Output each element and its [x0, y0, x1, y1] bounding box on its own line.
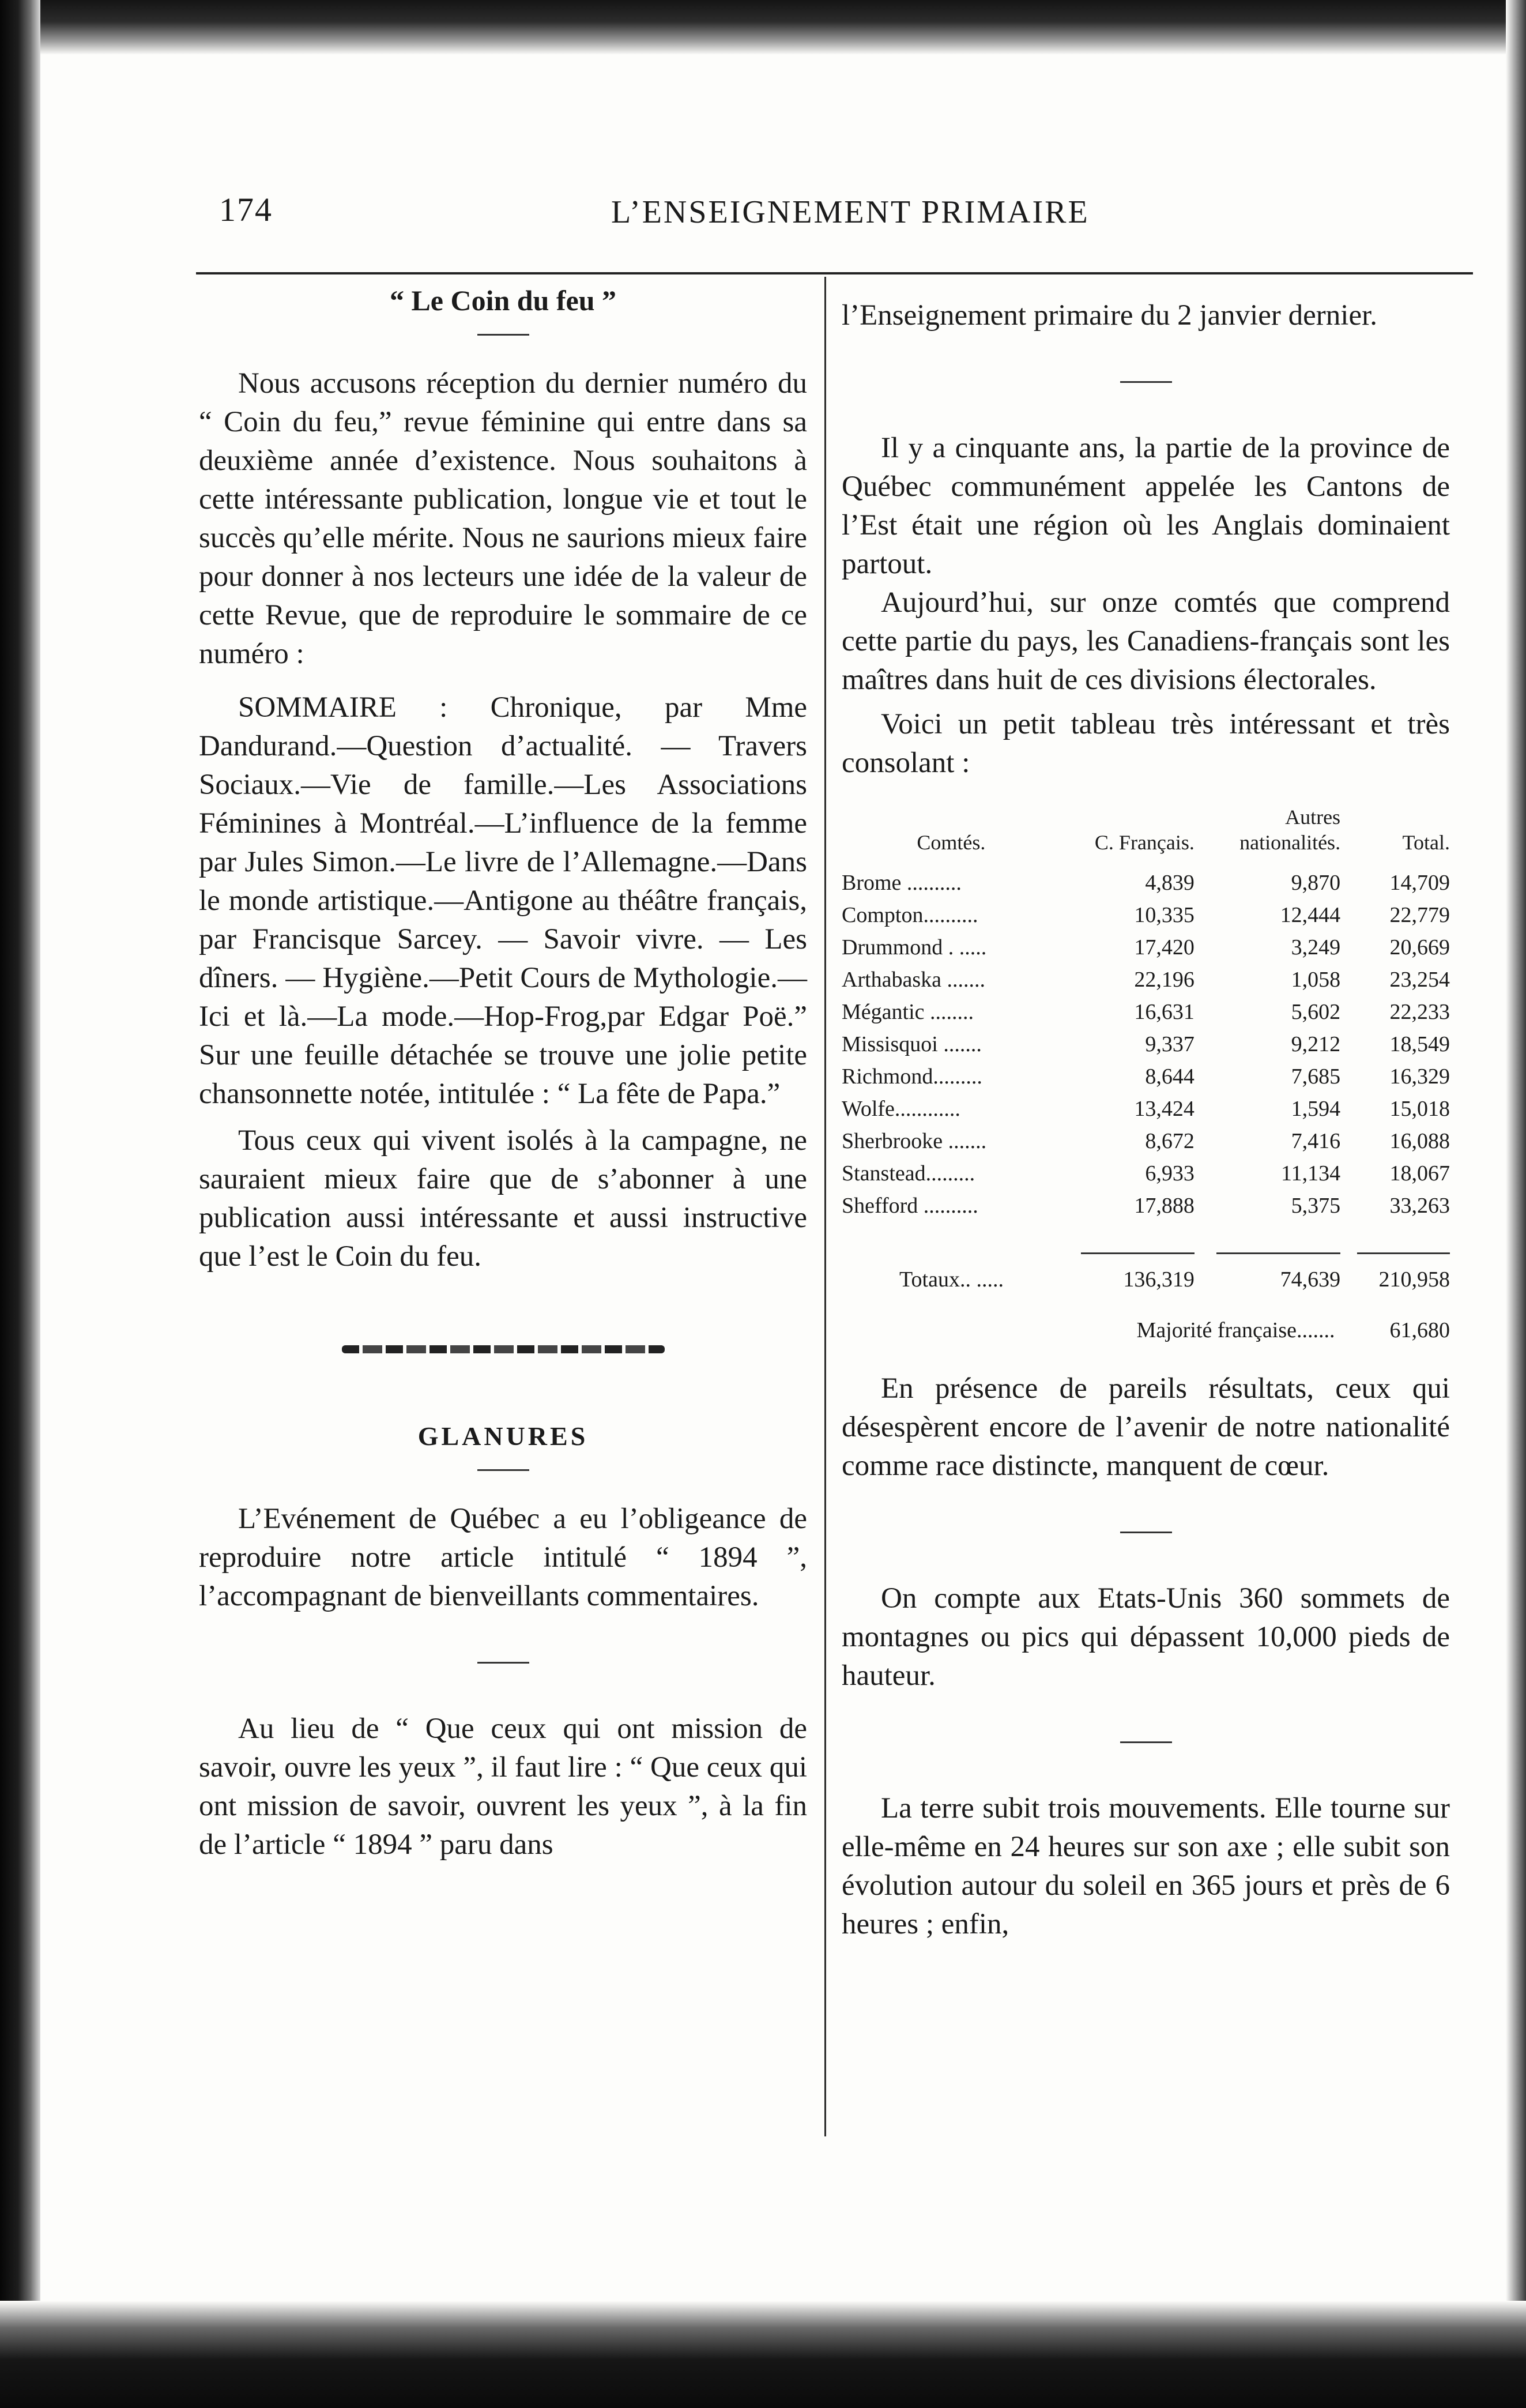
separator-dash	[1120, 381, 1172, 383]
table-row: Brome .......... 4,839 9,870 14,709	[842, 871, 1450, 895]
table-row: Sherbrooke ....... 8,672 7,416 16,088	[842, 1129, 1450, 1153]
terre-paragraph: La terre subit trois mouvements. Elle tourne sur elle-même en 24 heures sur son axe ; elle subit son évolution autour du soleil en 365 jours et près de 6 heures ; enfin,	[842, 1792, 1450, 1940]
majority-label: Majorité française.......	[1136, 1318, 1335, 1342]
majority-line	[842, 1314, 1450, 1346]
glanures-paragraph-2: Au lieu de “ Que ceux qui ont mission de savoir, ouvre les yeux ”, il faut lire : “ Que ceux qui ont mission de savoir, ouvrent les yeux ”, à la fin de l’article “ 1894 ” paru dans	[199, 1713, 807, 1861]
coin-du-feu-title: “ Le Coin du feu ”	[389, 284, 617, 317]
table-header-total: Total.	[1402, 831, 1450, 854]
page-number: 174	[219, 191, 273, 228]
separator-dash	[1120, 1741, 1172, 1743]
table-row: Richmond......... 8,644 7,685 16,329	[842, 1064, 1450, 1089]
etats-unis-paragraph: On compte aux Etats-Unis 360 sommets de montagnes ou pics qui dépassent 10,000 pieds de hauteur.	[842, 1582, 1450, 1692]
separator-dash	[477, 1662, 529, 1664]
sum-rule	[1081, 1252, 1195, 1254]
table-row: Missisquoi ....... 9,337 9,212 18,549	[842, 1032, 1450, 1056]
coin-paragraph-3: Tous ceux qui vivent isolés à la campagne, ne sauraient mieux faire que de s’abonner à une publication aussi intéressante et aussi instructive que l’est le Coin du feu.	[199, 1124, 807, 1273]
scan-edge-top	[0, 0, 1526, 55]
table-sum-rule	[842, 1222, 1450, 1263]
ornamental-divider	[342, 1345, 665, 1353]
canadiens-paragraph: Aujourd’hui, sur onze comtés que comprend cette partie du pays, les Canadiens-français sont les maîtres dans huit de ces divisions électorales.	[842, 586, 1450, 696]
separator-dash	[477, 1469, 529, 1471]
table-row: Drummond . ..... 17,420 3,249 20,669	[842, 935, 1450, 960]
scan-edge-right	[1506, 0, 1526, 2408]
table-header-row	[842, 804, 1450, 855]
left-column	[199, 277, 807, 1864]
glanures-paragraph-1: L’Evénement de Québec a eu l’obligeance de reproduire notre article intitulé “ 1894 ”, l’accompagnant de bienveillants commentaires.	[199, 1503, 807, 1612]
presence-paragraph: En présence de pareils résultats, ceux qui désespèrent encore de l’avenir de notre nationalité comme race distincte, manquent de cœur.	[842, 1372, 1450, 1482]
running-title: L’ENSEIGNEMENT PRIMAIRE	[611, 194, 1090, 230]
table-row: Compton.......... 10,335 12,444 22,779	[842, 903, 1450, 927]
table-header-autres: Autres nationalités.	[1239, 806, 1341, 854]
scan-edge-left	[0, 0, 40, 2408]
population-table	[842, 804, 1450, 1296]
cantons-paragraph: Il y a cinquante ans, la partie de la province de Québec communément appelée les Cantons de l’Est était une région où les Anglais dominaient partout.	[842, 432, 1450, 580]
table-row: Wolfe............ 13,424 1,594 15,018	[842, 1097, 1450, 1121]
separator-dash	[477, 334, 529, 336]
scan-edge-bottom	[0, 2301, 1526, 2408]
table-row: Stanstead......... 6,933 11,134 18,067	[842, 1161, 1450, 1186]
table-row: Mégantic ........ 16,631 5,602 22,233	[842, 1000, 1450, 1024]
majority-value: 61,680	[1389, 1318, 1450, 1342]
table-header-comtes: Comtés.	[917, 831, 986, 854]
coin-paragraph-1: Nous accusons réception du dernier numéro du “ Coin du feu,” revue féminine qui entre dans sa deuxième année d’existence. Nous souhaitons à cette intéressante publication, longue vie et tout le succès qu’elle mérite. Nous ne saurions mieux faire pour donner à nos lecteurs une idée de la valeur de cette Revue, que de reproduire le sommaire de ce numéro :	[199, 367, 807, 670]
glanures-title: GLANURES	[417, 1421, 589, 1451]
table-totals-row: Totaux.. ..... 136,319 74,639 210,958	[899, 1267, 1450, 1292]
table-header-francais: C. Français.	[1094, 831, 1195, 854]
sum-rule	[1357, 1252, 1450, 1254]
table-row: Shefford .......... 17,888 5,375 33,263	[842, 1194, 1450, 1218]
continuation-text: l’Enseignement primaire du 2 janvier dernier.	[842, 299, 1378, 332]
header-rule	[196, 272, 1473, 274]
sum-rule	[1216, 1252, 1340, 1254]
separator-dash	[1120, 1532, 1172, 1533]
tableau-intro: Voici un petit tableau très intéressant et très consolant :	[842, 708, 1450, 779]
right-column	[842, 277, 1450, 1944]
coin-paragraph-sommaire: SOMMAIRE : Chronique, par Mme Dandurand.—Question d’actualité. — Travers Sociaux.—Vie de famille.—Les Associations Féminines à Montréal.—L’influence de la femme par Jules Simon.—Le livre de l’Allemagne.—Dans le monde artistique.—Antigone au théâtre français, par Francisque Sarcey. — Savoir vivre. — Les dîners. — Hygiène.—Petit Cours de Mythologie.—Ici et là.—La mode.—Hop-Frog,par Edgar Poë.” Sur une feuille détachée se trouve une jolie petite chansonnette notée, intitulée : “ La fête de Papa.”	[199, 691, 807, 1110]
column-rule	[824, 277, 826, 2136]
table-row: Arthabaska ....... 22,196 1,058 23,254	[842, 968, 1450, 992]
